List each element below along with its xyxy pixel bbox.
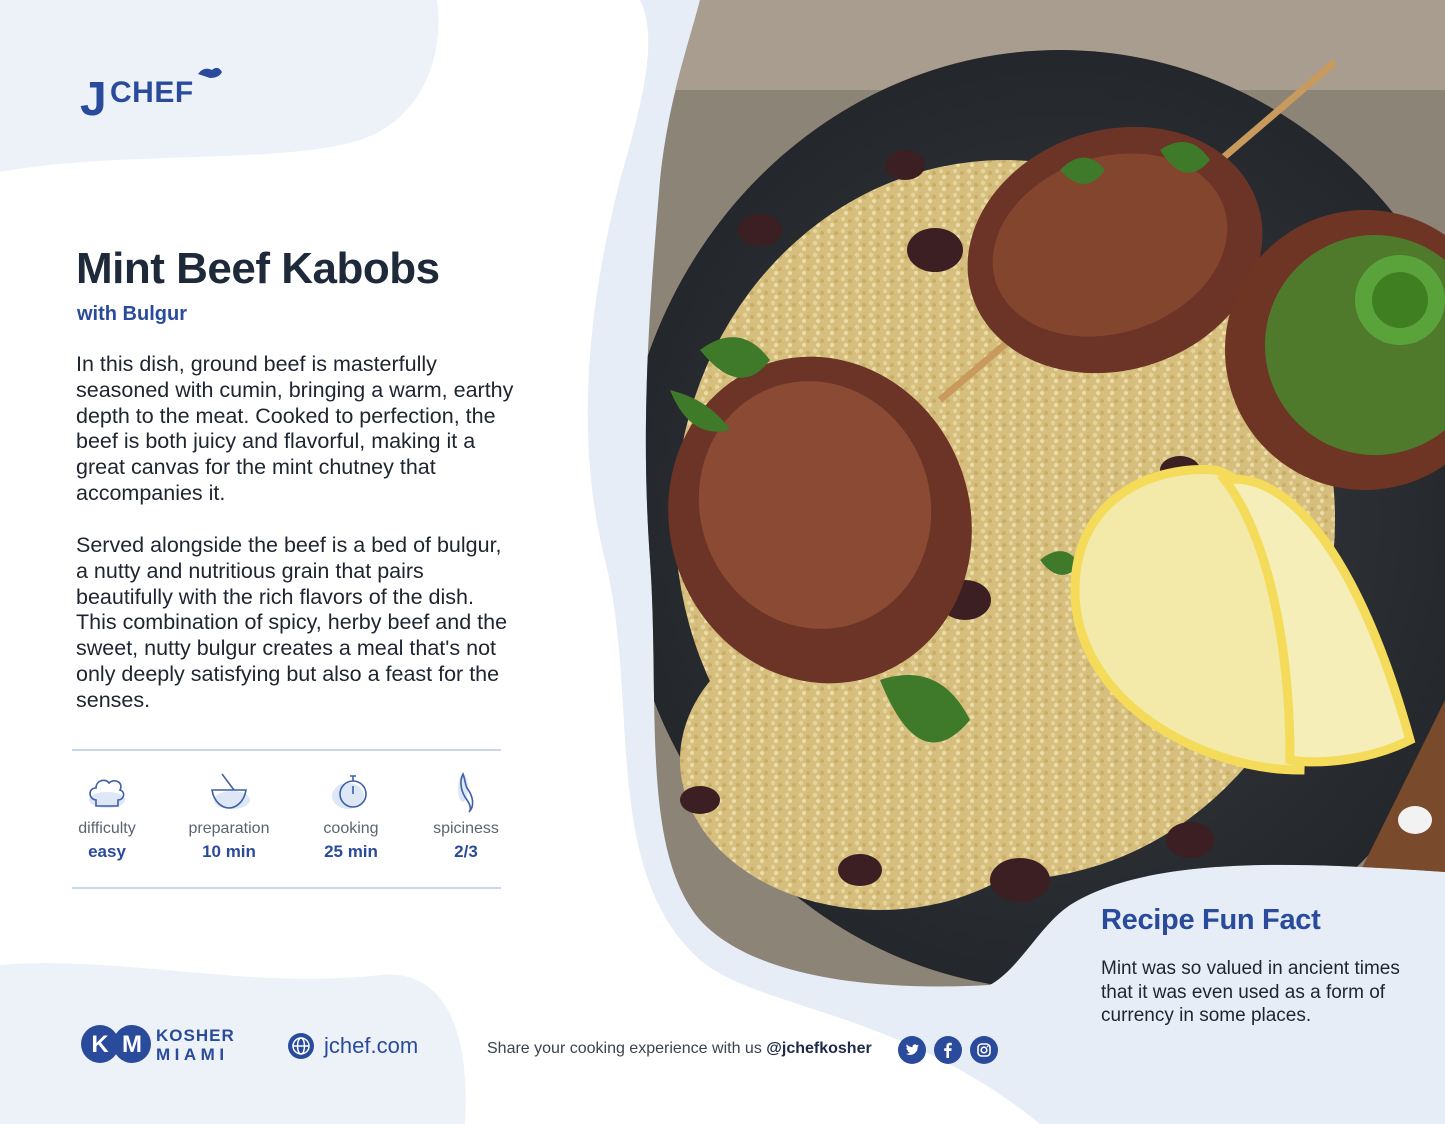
twitter-icon[interactable] xyxy=(898,1036,926,1064)
stat-value: easy xyxy=(88,842,126,861)
instagram-icon[interactable] xyxy=(970,1036,998,1064)
share-text xyxy=(487,1040,872,1058)
website-link[interactable] xyxy=(287,1031,418,1061)
globe-icon xyxy=(287,1032,315,1060)
share-prompt: Share your cooking experience with us xyxy=(487,1040,762,1057)
stat-label: preparation xyxy=(188,820,270,837)
facebook-icon[interactable] xyxy=(934,1036,962,1064)
svg-text:CHEF: CHEF xyxy=(110,76,194,109)
svg-text:J: J xyxy=(80,73,107,120)
recipe-subtitle: with Bulgur xyxy=(77,303,187,325)
recipe-title: Mint Beef Kabobs xyxy=(76,244,440,293)
fun-fact-text: Mint was so valued in ancient times that it was even used as a form of currency in some places. xyxy=(1101,958,1400,1026)
fun-fact-title: Recipe Fun Fact xyxy=(1101,904,1321,936)
stat-label: cooking xyxy=(323,820,379,837)
stat-value: 10 min xyxy=(202,842,256,861)
svg-text:K: K xyxy=(91,1031,109,1058)
stat-label: difficulty xyxy=(78,820,136,837)
stat-value: 25 min xyxy=(324,842,378,861)
kosher-miami-logo xyxy=(80,1022,245,1066)
description-paragraph: Served alongside the beef is a bed of bulgur, a nutty and nutritious grain that pairs beautifully with the rich flavors of the dish. This combination of spicy, herby beef and the sweet, nutty bulgur creates a meal that's not only deeply satisfying but also a feast for the senses. xyxy=(76,533,508,712)
stat-label: spiciness xyxy=(433,820,499,837)
stat-value: 2/3 xyxy=(454,842,478,861)
description-paragraph: In this dish, ground beef is masterfully seasoned with cumin, bringing a warm, earthy depth to the meat. Cooked to perfection, the beef is both juicy and flavorful, making it a great canvas for the mint chutney that accompanies it. xyxy=(76,352,514,505)
svg-text:MIAMI: MIAMI xyxy=(156,1045,229,1064)
website-text: jchef.com xyxy=(324,1033,419,1058)
svg-text:KOSHER: KOSHER xyxy=(156,1026,235,1045)
svg-text:M: M xyxy=(122,1031,142,1058)
social-handle[interactable]: @jchefkosher xyxy=(766,1040,872,1057)
